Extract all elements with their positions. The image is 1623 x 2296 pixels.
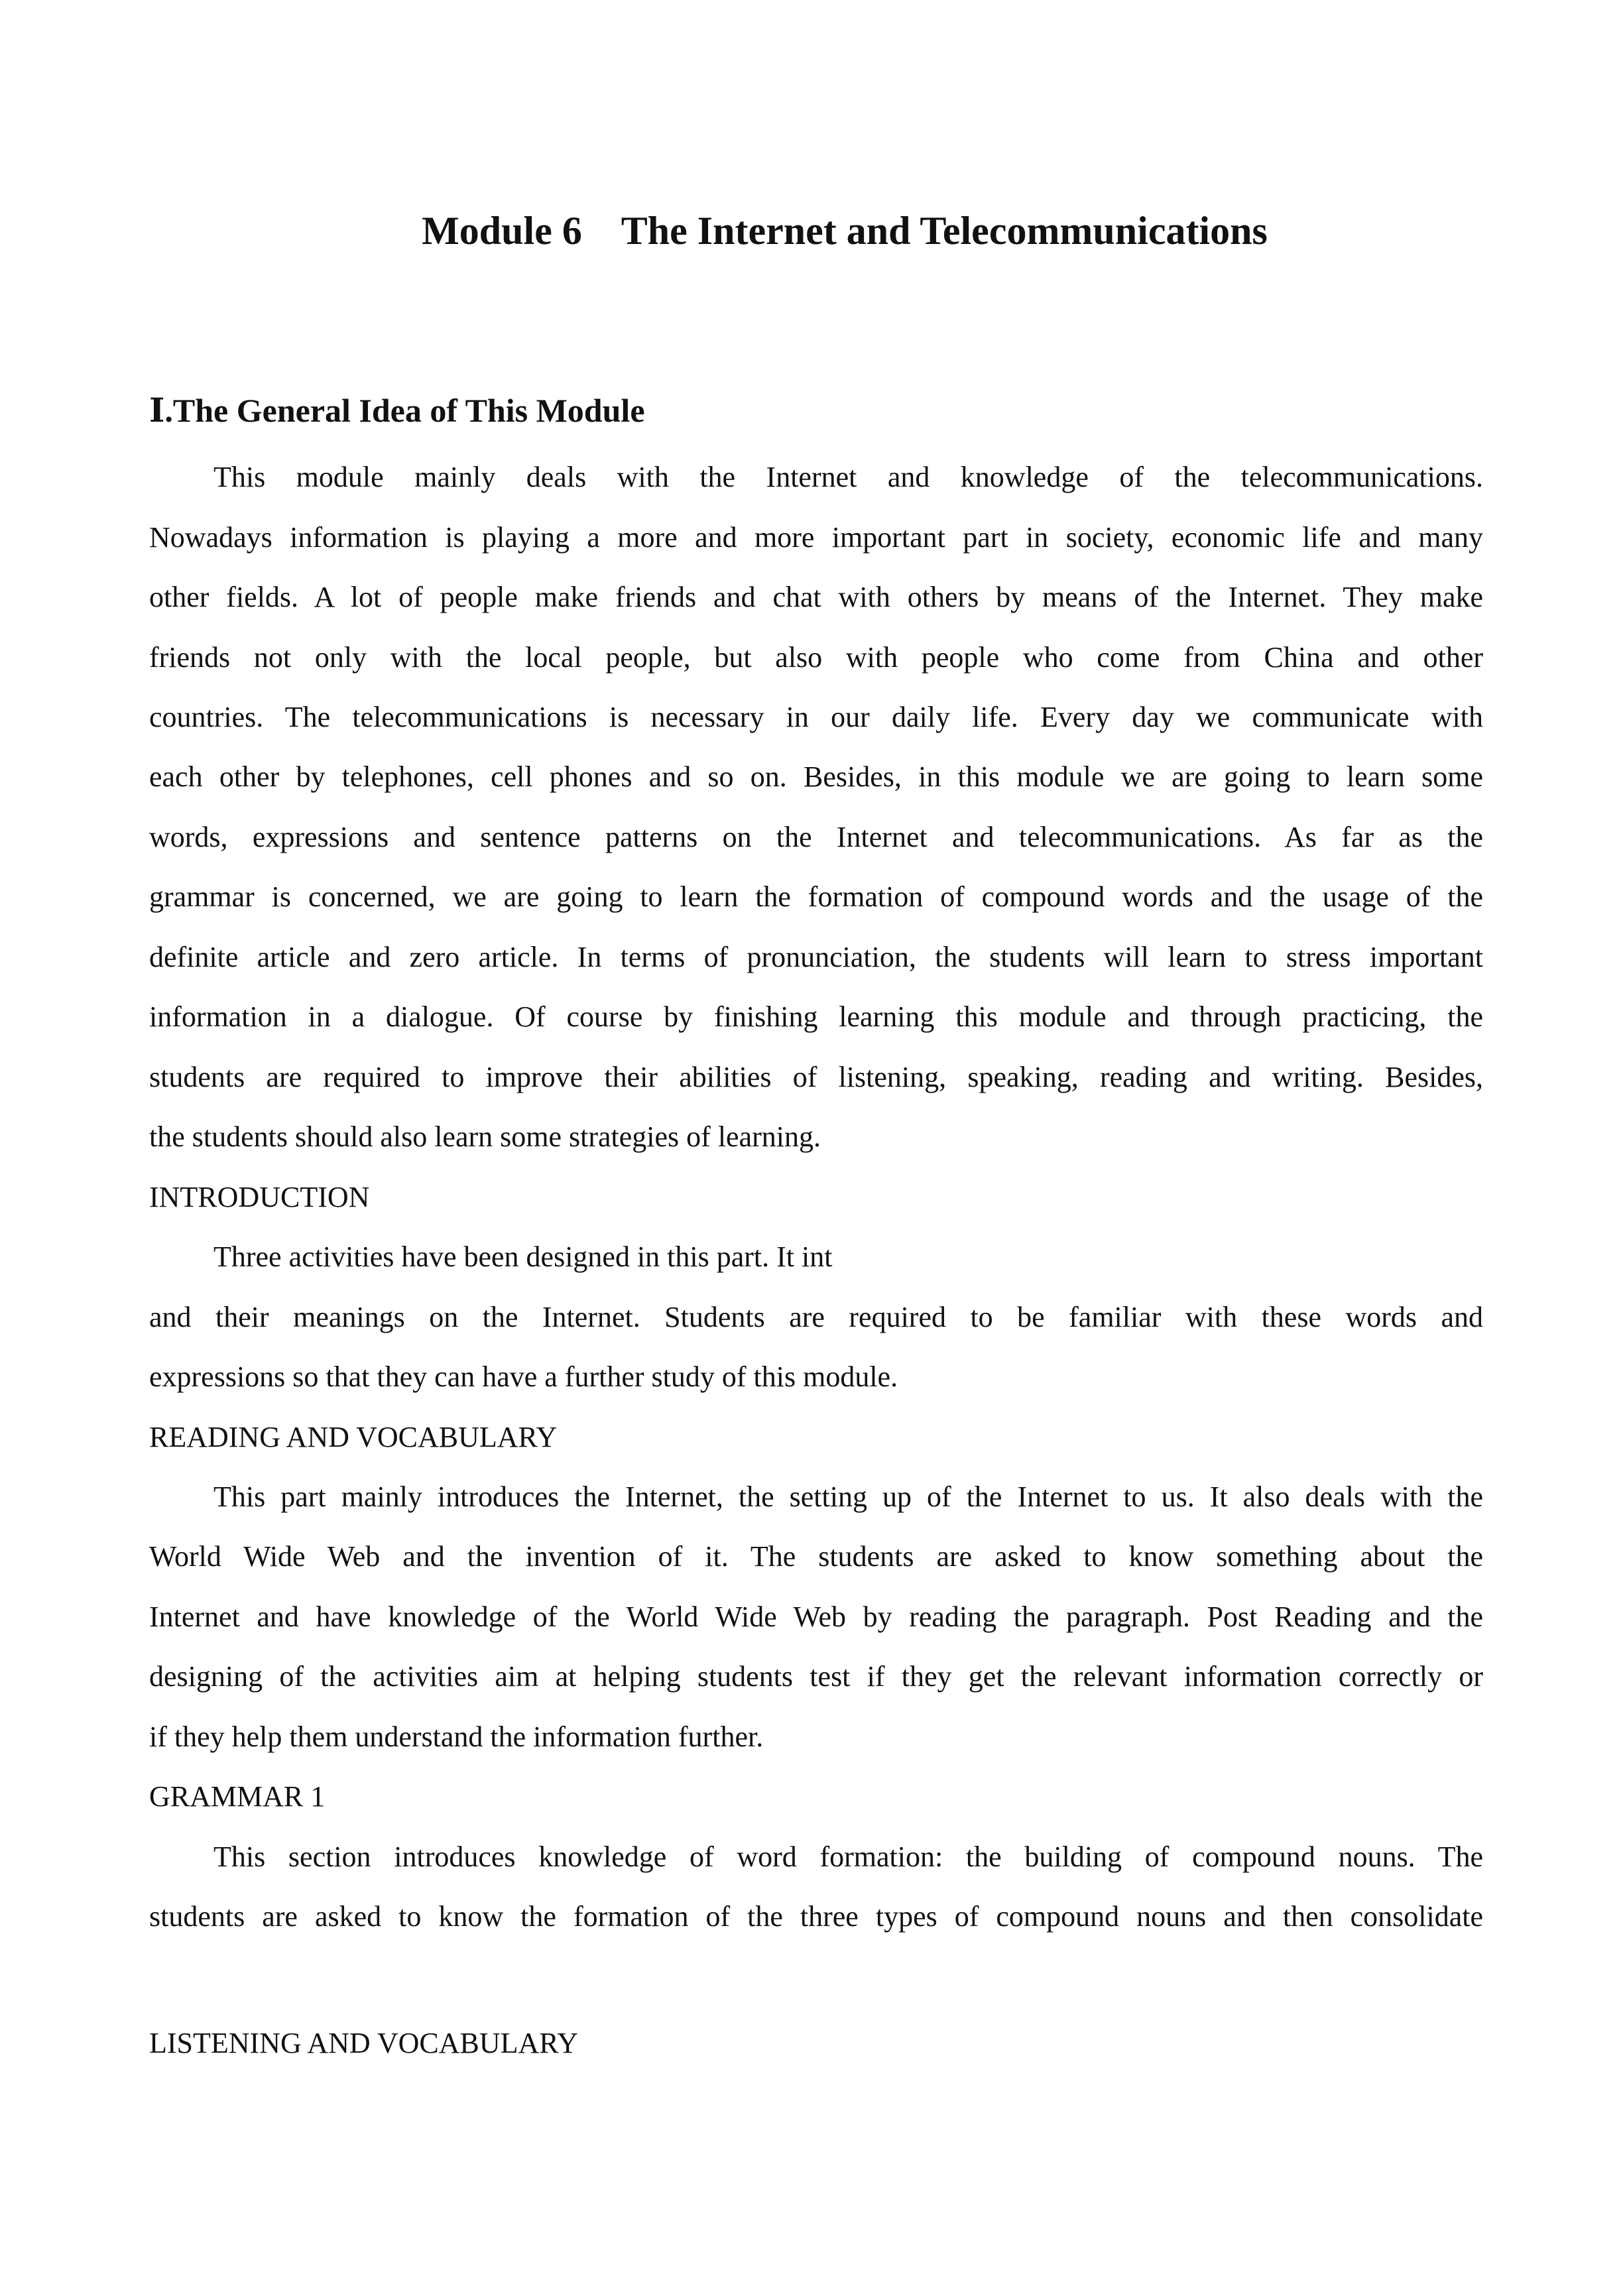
overview-line: information in a dialogue. Of course by finishing learning this module and through practicing, the	[149, 1000, 1483, 1033]
reading-line: if they help them understand the information further.	[149, 1721, 764, 1753]
introduction-line: Three activities have been designed in this part. It int	[213, 1240, 833, 1273]
section-heading: Ⅰ.The General Idea of This Module	[149, 392, 645, 429]
overview-line: grammar is concerned, we are going to learn the formation of compound words and the usage of the	[149, 880, 1483, 913]
overview-line: words, expressions and sentence patterns on the Internet and telecommunications. As far as the	[149, 821, 1483, 853]
reading-line: designing of the activities aim at helping students test if they get the relevant information correctly or	[149, 1660, 1483, 1693]
introduction-line: and their meanings on the Internet. Students are required to be familiar with these words and	[149, 1301, 1483, 1333]
reading-heading: READING AND VOCABULARY	[149, 1421, 558, 1453]
overview-line: Nowadays information is playing a more and more important part in society, economic life and many	[149, 521, 1483, 554]
overview-line: This module mainly deals with the Internet and knowledge of the telecommunications.	[213, 461, 1483, 493]
grammar-heading: GRAMMAR 1	[149, 1780, 326, 1813]
reading-line: This part mainly introduces the Internet, the setting up of the Internet to us. It also deals with the	[213, 1480, 1483, 1513]
overview-line: countries. The telecommunications is necessary in our daily life. Every day we communicate with	[149, 701, 1483, 733]
listening-heading: LISTENING AND VOCABULARY	[149, 2027, 578, 2059]
overview-line: friends not only with the local people, but also with people who come from China and other	[149, 641, 1483, 674]
overview-line: definite article and zero article. In terms of pronunciation, the students will learn to stress important	[149, 941, 1483, 973]
overview-line: the students should also learn some strategies of learning.	[149, 1120, 821, 1153]
overview-line: other fields. A lot of people make friends and chat with others by means of the Internet. They make	[149, 581, 1483, 613]
grammar-line: students are asked to know the formation of the three types of compound nouns and then consolidate	[149, 1900, 1483, 1933]
overview-line: students are required to improve their abilities of listening, speaking, reading and writing. Besides,	[149, 1061, 1483, 1093]
grammar-line: This section introduces knowledge of word formation: the building of compound nouns. The	[213, 1841, 1483, 1873]
reading-line: World Wide Web and the invention of it. The students are asked to know something about the	[149, 1540, 1483, 1573]
introduction-line: expressions so that they can have a further study of this module.	[149, 1360, 898, 1393]
introduction-heading: INTRODUCTION	[149, 1181, 370, 1213]
overview-line: each other by telephones, cell phones and so on. Besides, in this module we are going to learn some	[149, 760, 1483, 793]
page-title: Module 6 The Internet and Telecommunications	[422, 209, 1268, 253]
reading-line: Internet and have knowledge of the World Wide Web by reading the paragraph. Post Reading and the	[149, 1601, 1483, 1633]
